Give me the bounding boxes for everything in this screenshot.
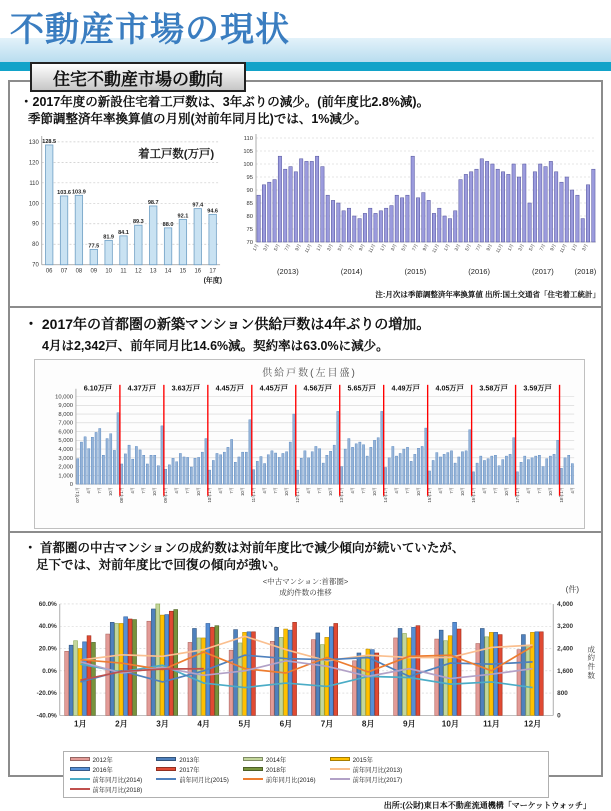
svg-text:14年1月: 14年1月 [382, 486, 388, 503]
svg-text:84.1: 84.1 [118, 229, 129, 236]
svg-text:0: 0 [69, 481, 74, 488]
svg-text:(年度): (年度) [203, 277, 223, 285]
svg-text:7,000: 7,000 [58, 420, 74, 427]
svg-text:100: 100 [243, 161, 253, 168]
svg-text:07: 07 [60, 268, 68, 275]
svg-text:10月: 10月 [284, 486, 290, 496]
svg-text:94.6: 94.6 [207, 208, 219, 215]
svg-text:3月: 3月 [389, 242, 398, 252]
legend-item [156, 765, 229, 774]
svg-text:9,000: 9,000 [58, 402, 74, 409]
svg-text:15年1月: 15年1月 [426, 486, 432, 503]
svg-text:98.7: 98.7 [147, 199, 159, 206]
svg-text:13: 13 [149, 268, 157, 275]
chart-housing-starts-monthly [230, 130, 602, 293]
svg-text:10: 10 [105, 268, 112, 275]
legend-bar-swatch [70, 757, 90, 761]
legend-item [70, 785, 143, 794]
svg-text:3,000: 3,000 [58, 455, 74, 462]
svg-text:12月: 12月 [524, 719, 542, 729]
svg-text:1月: 1月 [442, 242, 451, 252]
svg-text:4.45万戸: 4.45万戸 [215, 383, 245, 393]
svg-text:7月: 7月 [229, 486, 235, 494]
svg-text:4月: 4月 [218, 486, 224, 494]
legend-item [330, 775, 403, 784]
svg-text:7月: 7月 [448, 486, 454, 494]
svg-text:(2016): (2016) [468, 266, 490, 276]
legend-item [330, 765, 403, 774]
chart-svg [16, 130, 228, 294]
svg-text:1,600: 1,600 [557, 667, 574, 675]
svg-text:11月: 11月 [494, 242, 504, 254]
panel-housing-starts [8, 80, 603, 308]
svg-text:105: 105 [243, 148, 253, 155]
svg-text:110: 110 [243, 135, 253, 142]
svg-text:88.0: 88.0 [162, 221, 174, 228]
svg-text:7月: 7月 [538, 242, 547, 252]
svg-text:1月: 1月 [570, 242, 579, 252]
svg-text:(2014): (2014) [340, 266, 363, 276]
svg-text:5,000: 5,000 [58, 438, 74, 445]
svg-text:5月: 5月 [238, 719, 252, 729]
svg-text:4,000: 4,000 [557, 600, 574, 608]
bullet-3-line-1: ・ 首都圏の中古マンションの成約数は対前年度比で減少傾向が続いていたが、 [24, 541, 465, 555]
svg-text:6.10万戸: 6.10万戸 [83, 383, 113, 393]
svg-text:3月: 3月 [453, 242, 462, 252]
svg-text:7月: 7月 [185, 486, 191, 494]
svg-text:85: 85 [246, 200, 253, 207]
svg-text:10月: 10月 [152, 486, 158, 496]
panel-used-condo [8, 531, 603, 810]
svg-text:800: 800 [557, 689, 568, 697]
svg-text:120: 120 [28, 160, 39, 167]
svg-text:-20.0%: -20.0% [36, 689, 57, 697]
svg-text:17年1月: 17年1月 [514, 486, 520, 503]
svg-text:3.58万戸: 3.58万戸 [479, 383, 508, 393]
svg-text:3月: 3月 [580, 242, 589, 252]
chart-svg [16, 598, 597, 745]
svg-text:4月: 4月 [86, 486, 92, 494]
svg-text:10,000: 10,000 [55, 394, 74, 401]
chart-supply-box [34, 359, 585, 529]
svg-text:7月: 7月 [141, 486, 147, 494]
svg-text:92.1: 92.1 [177, 213, 189, 220]
svg-text:9月: 9月 [294, 242, 303, 252]
svg-text:5月: 5月 [336, 242, 345, 252]
svg-text:3月: 3月 [325, 242, 334, 252]
svg-text:11: 11 [120, 268, 127, 275]
svg-text:12年1月: 12年1月 [295, 486, 301, 503]
svg-text:10月: 10月 [240, 486, 246, 496]
svg-text:10月: 10月 [415, 486, 421, 496]
svg-text:3.63万戸: 3.63万戸 [171, 383, 201, 393]
svg-text:4月: 4月 [262, 486, 268, 494]
housing-starts-charts-row [10, 128, 601, 300]
svg-text:11月: 11月 [558, 242, 568, 254]
svg-text:11月: 11月 [367, 242, 377, 254]
legend-label: 2018年 [265, 766, 287, 774]
legend-item [330, 755, 403, 764]
svg-text:10月: 10月 [196, 486, 202, 496]
svg-text:13年1月: 13年1月 [339, 486, 345, 503]
svg-text:6月: 6月 [279, 719, 293, 729]
svg-text:11月: 11月 [483, 719, 500, 729]
svg-text:2,000: 2,000 [58, 464, 74, 471]
legend-line-swatch [70, 788, 90, 790]
svg-text:10月: 10月 [328, 486, 334, 496]
legend-item [243, 755, 316, 764]
svg-text:4月: 4月 [197, 719, 211, 729]
svg-text:0.0%: 0.0% [42, 667, 57, 675]
legend-item [243, 765, 316, 774]
svg-text:3.59万戸: 3.59万戸 [523, 383, 552, 393]
chart-note: 注:月次は季節調整済年率換算値 出所:国土交通省「住宅着工統計」 [375, 289, 600, 299]
legend-label: 2014年 [265, 756, 287, 764]
svg-text:1月: 1月 [315, 242, 324, 252]
svg-text:0: 0 [557, 712, 561, 720]
bullet-1-line-1: ・2017年度の新設住宅着工戸数は、3年ぶりの減少。(前年度比2.8%減)。 [20, 95, 430, 109]
svg-text:09: 09 [90, 268, 98, 275]
svg-text:-40.0%: -40.0% [36, 712, 57, 720]
legend-item [70, 765, 143, 774]
legend-item [243, 775, 316, 784]
svg-text:4.56万戸: 4.56万戸 [303, 383, 332, 393]
svg-text:10月: 10月 [547, 486, 553, 496]
svg-text:16: 16 [194, 268, 202, 275]
svg-text:100: 100 [28, 201, 39, 208]
svg-text:11月: 11月 [431, 242, 441, 254]
svg-text:7月: 7月 [361, 486, 367, 494]
svg-text:11月: 11月 [303, 242, 313, 254]
svg-text:10月: 10月 [441, 719, 460, 729]
svg-text:2月: 2月 [115, 719, 128, 729]
legend-label: 2013年 [179, 756, 200, 764]
chart-housing-starts-monthly-wrap [230, 130, 602, 300]
svg-text:(2017): (2017) [532, 266, 554, 276]
legend-label: 前年同月比(2014) [92, 776, 143, 784]
svg-text:4月: 4月 [306, 486, 312, 494]
right-axis-label: 成 約 件 数 [587, 644, 595, 680]
chart-svg [37, 379, 582, 523]
panel-new-condo-supply [8, 306, 603, 533]
svg-text:18年1月: 18年1月 [558, 486, 564, 503]
svg-text:06: 06 [45, 268, 53, 275]
svg-text:8月: 8月 [361, 719, 375, 729]
legend-label: 前年同月比(2016) [265, 776, 316, 784]
svg-text:80: 80 [246, 213, 253, 220]
chart-housing-starts-annual [16, 130, 228, 299]
svg-text:7月: 7月 [347, 242, 356, 252]
svg-text:40.0%: 40.0% [38, 622, 57, 630]
chart-used-condo-header [10, 576, 601, 598]
svg-text:1月: 1月 [379, 242, 388, 252]
legend-bar-swatch [70, 767, 90, 771]
chart-unit-label: (件) [565, 584, 579, 594]
svg-text:7月: 7月 [283, 242, 292, 252]
svg-text:9月: 9月 [357, 242, 366, 252]
svg-text:7月: 7月 [474, 242, 483, 252]
svg-text:9月: 9月 [485, 242, 494, 252]
svg-text:8,000: 8,000 [58, 411, 74, 418]
legend-bar-swatch [156, 757, 176, 761]
legend-line-swatch [330, 768, 350, 770]
legend-label: 2012年 [92, 756, 113, 764]
svg-text:1,000: 1,000 [58, 473, 74, 480]
svg-text:110: 110 [29, 180, 39, 187]
chart-svg [230, 130, 602, 288]
svg-text:5月: 5月 [272, 242, 281, 252]
svg-text:70: 70 [246, 239, 253, 246]
svg-text:20.0%: 20.0% [38, 645, 57, 653]
bullet-2-line-2: 4月は2,342戸、前年同月比14.6%減。契約率は63.0%に減少。 [42, 338, 389, 353]
svg-text:80: 80 [32, 241, 39, 248]
svg-text:12: 12 [135, 268, 142, 275]
svg-text:(2015): (2015) [404, 266, 427, 276]
legend-label: 2016年 [92, 766, 113, 774]
legend-item [70, 755, 143, 764]
legend-bar-swatch [156, 767, 176, 771]
svg-text:1月: 1月 [74, 719, 87, 729]
svg-text:103.6: 103.6 [57, 189, 71, 196]
legend-item [70, 775, 143, 784]
svg-text:3月: 3月 [517, 242, 526, 252]
svg-text:10月: 10月 [503, 486, 509, 496]
legend-label: 2017年 [179, 766, 200, 774]
svg-text:5月: 5月 [464, 242, 473, 252]
svg-text:7月: 7月 [404, 486, 410, 494]
svg-text:07年1月: 07年1月 [75, 486, 81, 503]
section-header [30, 62, 246, 92]
svg-text:09年1月: 09年1月 [163, 486, 169, 503]
svg-text:10月: 10月 [108, 486, 114, 496]
svg-text:77.5: 77.5 [88, 243, 100, 250]
svg-text:97.4: 97.4 [192, 202, 204, 209]
legend-column [330, 755, 403, 794]
legend-column [243, 755, 316, 794]
chart-used-condo-title-1: <中古マンション:首都圏> [262, 576, 349, 586]
bullet-3-line-2: 足下では、対前年度比で回復の傾向が強い。 [36, 557, 287, 572]
chart-used-condo-wrap [10, 598, 601, 750]
svg-text:08年1月: 08年1月 [119, 486, 125, 503]
svg-text:着工戸数(万戸): 着工戸数(万戸) [138, 148, 215, 161]
legend-line-swatch [243, 778, 263, 780]
svg-text:7月: 7月 [97, 486, 103, 494]
svg-text:9月: 9月 [421, 242, 430, 252]
svg-text:103.9: 103.9 [71, 189, 86, 196]
svg-text:4月: 4月 [350, 486, 356, 494]
chart-supply-title: 供給戸数(左目盛) [262, 367, 357, 379]
svg-text:4月: 4月 [437, 486, 443, 494]
svg-text:4月: 4月 [174, 486, 180, 494]
legend-label: 2015年 [352, 756, 373, 764]
svg-text:128.5: 128.5 [42, 138, 57, 145]
svg-text:14: 14 [164, 268, 172, 275]
chart-new-condo-supply [37, 379, 582, 528]
svg-text:10年1月: 10年1月 [207, 486, 213, 503]
svg-text:130: 130 [28, 139, 39, 146]
legend-bar-swatch [243, 757, 263, 761]
legend-item [156, 775, 229, 784]
svg-text:7月: 7月 [492, 486, 498, 494]
svg-text:89.3: 89.3 [132, 218, 144, 225]
svg-text:11年1月: 11年1月 [251, 486, 257, 503]
svg-text:95: 95 [246, 174, 253, 181]
svg-text:5.65万戸: 5.65万戸 [347, 383, 376, 393]
svg-text:7月: 7月 [410, 242, 419, 252]
svg-text:9月: 9月 [402, 719, 416, 729]
legend-bar-swatch [330, 757, 350, 761]
chart-used-condo-contracts [16, 598, 597, 750]
svg-text:5月: 5月 [400, 242, 409, 252]
svg-text:1月: 1月 [506, 242, 515, 252]
legend-column [70, 755, 143, 794]
svg-text:90: 90 [246, 187, 253, 194]
legend-bar-swatch [243, 767, 263, 771]
legend-line-swatch [156, 778, 176, 780]
svg-text:17: 17 [209, 268, 216, 275]
legend-line-swatch [70, 778, 90, 780]
page-title: 不動産市場の現状 [10, 11, 290, 49]
svg-text:3,200: 3,200 [557, 622, 574, 630]
svg-text:4月: 4月 [481, 486, 487, 494]
svg-text:60.0%: 60.0% [38, 600, 57, 608]
svg-text:5月: 5月 [527, 242, 536, 252]
svg-text:7月: 7月 [317, 486, 323, 494]
svg-text:10月: 10月 [371, 486, 377, 496]
svg-text:75: 75 [246, 226, 253, 233]
svg-text:16年1月: 16年1月 [470, 486, 476, 503]
bullet-1-line-2: 季節調整済年率換算値の月別(対前年同月比)では、1%減少。 [28, 111, 367, 126]
legend-line-swatch [330, 778, 350, 780]
svg-text:81.9: 81.9 [103, 234, 115, 241]
svg-text:4月: 4月 [569, 486, 575, 494]
legend-label: 前年同月比(2013) [352, 766, 403, 774]
svg-text:9月: 9月 [549, 242, 558, 252]
chart-used-condo-title-2: 成約件数の推移 [279, 587, 332, 597]
svg-text:08: 08 [75, 268, 83, 275]
legend-item [156, 755, 229, 764]
svg-text:4.05万戸: 4.05万戸 [435, 383, 464, 393]
legend-label: 前年同月比(2018) [92, 786, 143, 794]
svg-text:2,400: 2,400 [557, 645, 574, 653]
svg-text:4月: 4月 [393, 486, 399, 494]
svg-text:7月: 7月 [320, 719, 334, 729]
legend-label: 前年同月比(2015) [179, 776, 229, 784]
svg-text:70: 70 [32, 262, 39, 269]
svg-text:4月: 4月 [525, 486, 531, 494]
section-header-label: 住宅不動産市場の動向 [53, 69, 223, 89]
svg-text:7月: 7月 [273, 486, 279, 494]
svg-text:4,000: 4,000 [58, 446, 74, 453]
svg-text:6,000: 6,000 [58, 429, 74, 436]
svg-text:4月: 4月 [130, 486, 136, 494]
svg-text:(2013): (2013) [277, 266, 299, 276]
svg-text:3月: 3月 [156, 719, 169, 729]
legend-column [156, 755, 229, 794]
chart-legend [63, 751, 549, 798]
svg-text:15: 15 [179, 268, 187, 275]
svg-text:(2018): (2018) [574, 266, 597, 276]
chart-used-condo-source: 出所:(公財)東日本不動産流通機構「マーケットウォッチ」 [383, 800, 591, 810]
svg-text:4.45万戸: 4.45万戸 [259, 383, 288, 393]
svg-text:4.37万戸: 4.37万戸 [127, 383, 157, 393]
svg-text:4.49万戸: 4.49万戸 [391, 383, 420, 393]
svg-text:10月: 10月 [459, 486, 465, 496]
svg-text:90: 90 [32, 221, 39, 228]
svg-text:3月: 3月 [262, 242, 271, 252]
svg-text:1月: 1月 [251, 242, 260, 252]
bullet-2-line-1: ・ 2017年の首都圏の新築マンション供給戸数は4年ぶりの増加。 [24, 316, 431, 332]
svg-text:7月: 7月 [536, 486, 542, 494]
legend-label: 前年同月比(2017) [352, 776, 403, 784]
